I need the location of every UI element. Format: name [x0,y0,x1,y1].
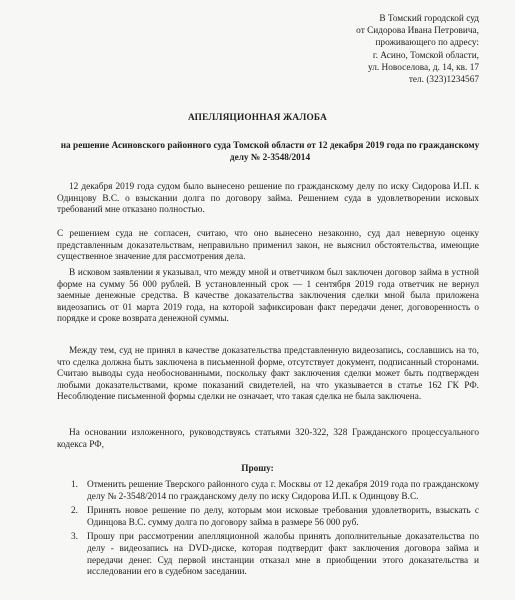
addressee-sender: от Сидорова Ивана Петровича, [356,26,479,37]
document-title: АПЕЛЛЯЦИОННАЯ ЖАЛОБА [187,113,328,123]
request-text: Прошу при рассмотрении апелляционной жалобы принять дополнительные доказательства по делу - видеозапись на DVD-диске, которая подтвердит факт заключения договора займа и передачи денег. Суд первой инстанции отказал мне в приобщении этого доказательства и исследовании его в судебном заседании. [87,532,479,578]
request-number: 2. [71,506,78,517]
request-number: 1. [71,480,78,490]
addressee-city: г. Асино, Томской области, [372,50,479,61]
addressee-residing: проживающего по адресу: [375,38,479,49]
paragraph-court-refusal: Между тем, суд не принял в качестве доказательства представленную видеозапись, сославшись на то, что сделка должна быть заключена в письменной форме, отсутствует документ, подписанный сторонами. Считаю выводы суда необоснованными, поскольку факт заключения сделки может быть подтвержден любыми доказательствами, кроме показаний свидетелей, на что указывается в статье 162 ГК РФ. Несоблюдение письменной формы сделки не означает, что такая сделка не была заключена. [57,346,479,403]
request-list [57,480,479,582]
request-text: Отменить решение Тверского районного суда г. Москвы от 12 декабря 2019 года по гражданскому делу № 2-3548/2014 по гражданскому делу по иску Сидорова И.П. к Одинцову В.С. [87,480,479,502]
request-item [57,480,479,503]
paragraph-claim: В исковом заявлении я указывал, что между мной и ответчиком был заключен договор займа в устной форме на сумму 56 000 рублей. В установленный срок — 1 сентября 2019 года ответчик не вернул заемные денежные средства. В качестве доказательства заключения сделки мной была приложена видеозапись от 01 марта 2019 года, на которой зафиксирован факт передачи денег, договоренность о порядке и сроке возврата денежной суммы. [57,268,479,325]
addressee-court: В Томский городской суд [379,14,479,24]
document-subtitle: на решение Асиновского районного суда Томской области от 12 декабря 2019 года по гражданскому делу № 2-3548/2014 [60,141,480,163]
request-number: 3. [71,532,78,543]
request-item [57,506,479,529]
request-item [57,532,479,578]
paragraph-legal-basis: На основании изложенного, руководствуясь статьями 320-322, 328 Гражданского процессуального кодекса РФ, [57,428,479,450]
addressee-block [356,13,479,86]
addressee-phone: тел. (323)1234567 [408,75,479,86]
addressee-street: ул. Новоселова, д. 14, кв. 17 [368,62,479,73]
paragraph-decision: 12 декабря 2019 года судом было вынесено решение по гражданскому делу по иску Сидорова И.П. к Одинцову В.С. о взыскании долга по договору займа. Решением суда в удовлетворении исковых требований мне отказано полностью. [57,182,479,216]
paragraph-disagreement: С решением суда не согласен, считаю, что оно вынесено незаконно, суд дал неверную оценку представленным доказательствам, неправильно применил закон, не выяснил обстоятельства, имеющие существенное значение для рассмотрения дела. [57,229,479,263]
request-text: Принять новое решение по делу, которым мои исковые требования удовлетворить, взыскать с Одинцова В.С. сумму долга по договору займа в размере 56 000 руб. [87,506,479,528]
request-heading: Прошу: [241,464,274,474]
